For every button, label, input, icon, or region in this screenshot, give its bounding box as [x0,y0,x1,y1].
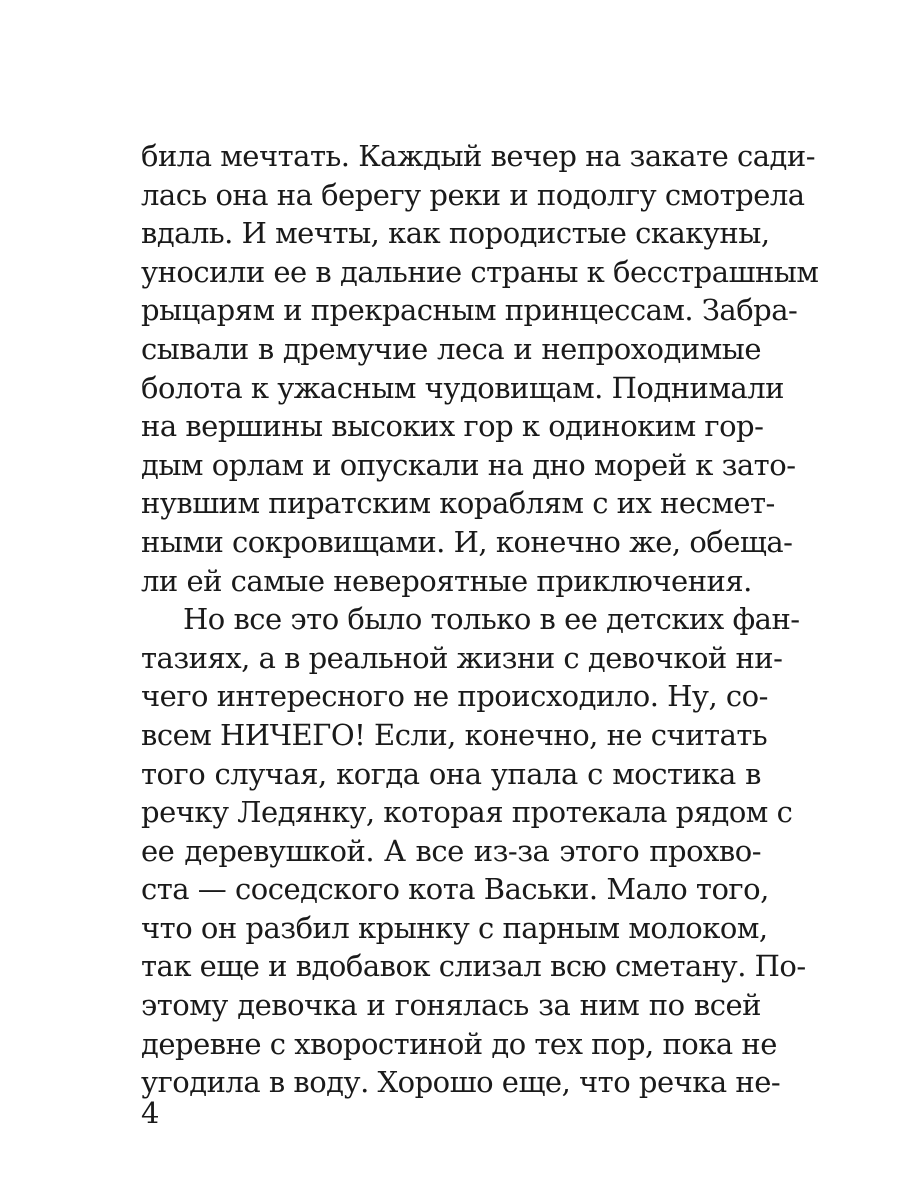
text-line: ста — соседского кота Васьки. Мало того, [141,872,769,907]
text-line: рыцарям и прекрасным принцессам. Забра- [141,293,798,328]
text-line: вдаль. И мечты, как породистые скакуны, [141,216,770,251]
text-line: что он разбил крынку с парным молоком, [141,910,768,945]
paragraph-1 [141,137,819,600]
text-line: ными сокровищами. И, конечно же, обеща- [141,524,793,559]
text-line: речку Ледянку, которая протекала рядом с [141,795,793,830]
text-line: того случая, когда она упала с мостика в [141,756,761,791]
text-line: ее деревушкой. А все из-за этого прохво- [141,833,761,868]
text-line: деревне с хворостиной до тех пор, пока не [141,1026,777,1061]
paragraph-2 [141,600,806,1102]
text-line: била мечтать. Каждый вечер на закате сади- [141,139,816,173]
text-line: лась она на берегу реки и подолгу смотрела [141,177,805,212]
page-number: 4 [141,1096,160,1130]
text-line: угодила в воду. Хорошо еще, что речка не- [141,1065,781,1100]
text-line: уносили ее в дальние страны к бесстрашным [141,254,819,289]
text-line: болота к ужасным чудовищам. Поднимали [141,370,784,405]
text-line: дым орлам и опускали на дно морей к зато- [141,447,796,482]
text-line: тазиях, а в реальной жизни с девочкой ни- [141,640,783,675]
text-line: всем НИЧЕГО! Если, конечно, не считать [141,717,768,752]
book-page-text [141,137,819,1102]
text-line: этому девочка и гонялась за ним по всей [141,988,761,1023]
text-line: нувшим пиратским кораблям с их несмет- [141,486,775,521]
text-line: Но все это было только в ее детских фан- [183,602,800,637]
text-line: ли ей самые невероятные приключения. [141,563,752,598]
text-line: на вершины высоких гор к одиноким гор- [141,409,764,444]
text-line: сывали в дремучие леса и непроходимые [141,331,761,366]
text-line: чего интересного не происходило. Ну, со- [141,679,768,714]
text-line: так еще и вдобавок слизал всю сметану. По- [141,949,806,984]
